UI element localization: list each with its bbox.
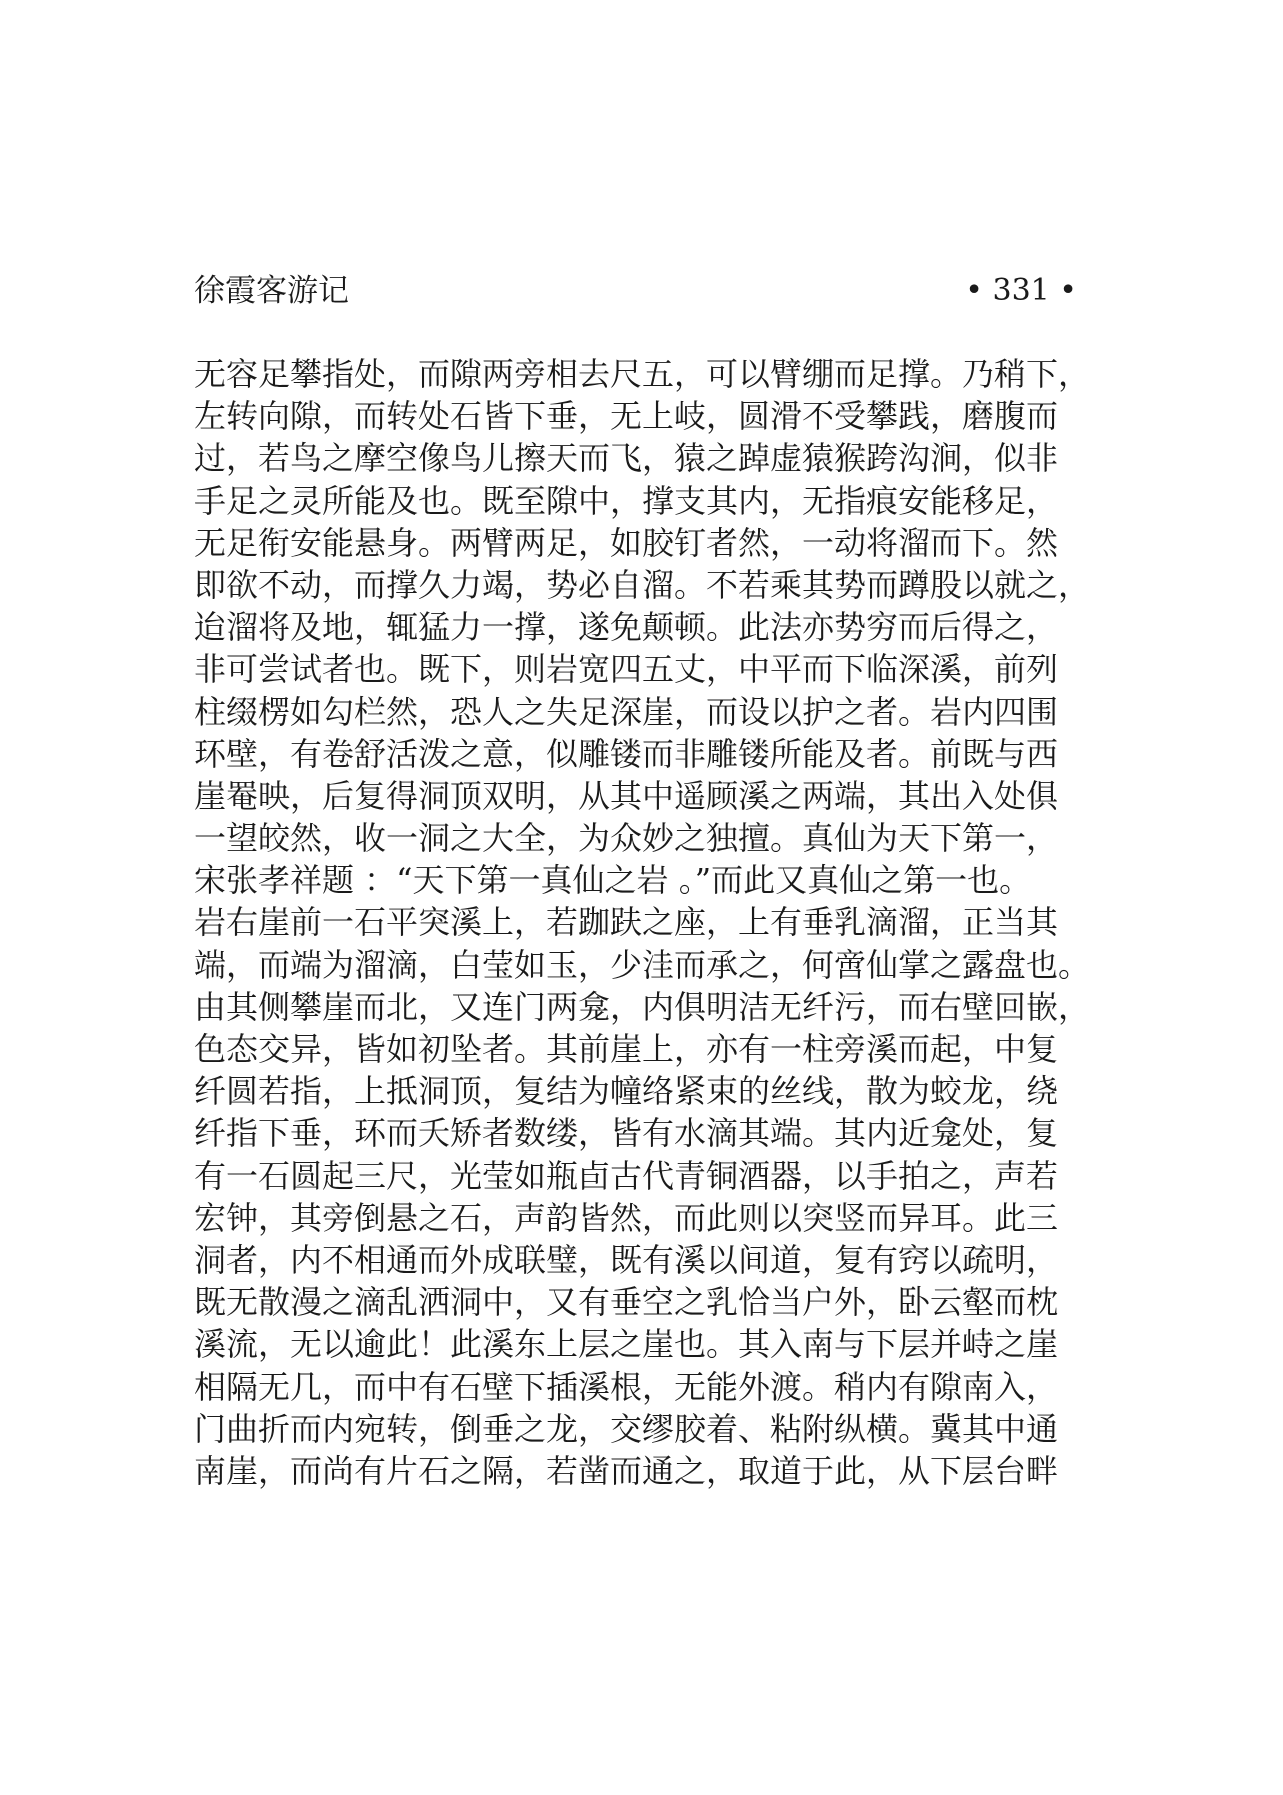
text-line: 迨溜将及地，辄猛力一撑，遂免颠顿。此法亦势穷而后得之， [194, 608, 1059, 647]
text-line: 溪流，无以逾此！此溪东上层之崖也。其入南与下层并峙之崖 [194, 1325, 1059, 1364]
text-line: 无容足攀指处，而隙两旁相去尺五，可以臂绷而足撑。乃稍下， [194, 355, 1091, 393]
text-line: 洞者，内不相通而外成联璧，既有溪以间道，复有窍以疏明， [194, 1240, 1059, 1279]
text-line: 宏钟，其旁倒悬之石，声韵皆然，而此则以突竖而异耳。此三 [194, 1198, 1059, 1237]
text-line: 即欲不动，而撑久力竭，势必自溜。不若乘其势而蹲股以就之， [194, 565, 1091, 604]
running-header [194, 268, 1077, 314]
text-line: 崖罨映，后复得洞顶双明，从其中遥顾溪之两端，其出入处俱 [194, 776, 1059, 815]
text-line: 过，若鸟之摩空像鸟儿擦天而飞，猿之踔虚猿猴跨沟涧，似非 [194, 439, 1059, 478]
page-number: • 331 • [965, 273, 1077, 308]
text-line: 纤圆若指，上抵洞顶，复结为幢络紧束的丝线，散为蛟龙，绕 [194, 1072, 1059, 1111]
text-line: 左转向隙，而转处石皆下垂，无上岐，圆滑不受攀践，磨腹而 [194, 397, 1059, 436]
text-line: 一望皎然，收一洞之大全，为众妙之独擅。真仙为天下第一， [194, 819, 1059, 858]
text-line: 纤指下垂，环而夭矫者数缕，皆有水滴其端。其内近龛处，复 [194, 1114, 1059, 1153]
text-line: 由其侧攀崖而北，又连门两龛，内俱明洁无纤污，而右壁回嵌， [194, 987, 1091, 1026]
text-line: 宋张孝祥题 ：“天下第一真仙之岩 。”而此又真仙之第一也。 [194, 861, 1032, 900]
text-line: 门曲折而内宛转，倒垂之龙，交缪胶着、粘附纵横。冀其中通 [194, 1409, 1059, 1448]
text-line: 岩右崖前一石平突溪上，若跏趺之座，上有垂乳滴溜，正当其 [194, 903, 1059, 942]
book-title: 徐霞客游记 [194, 273, 349, 309]
text-line: 南崖，而尚有片石之隔，若凿而通之，取道于此，从下层台畔 [194, 1451, 1059, 1490]
text-line: 有一石圆起三尺，光莹如瓶卣古代青铜酒器，以手拍之，声若 [194, 1156, 1059, 1195]
text-line: 相隔无几，而中有石壁下插溪根，无能外渡。稍内有隙南入， [194, 1367, 1059, 1406]
body-text [194, 353, 1094, 1492]
text-line: 端，而端为溜滴，白莹如玉，少洼而承之，何啻仙掌之露盘也。 [194, 945, 1091, 984]
text-line: 既无散漫之滴乱洒洞中，又有垂空之乳恰当户外，卧云壑而枕 [194, 1283, 1059, 1322]
text-line: 环壁，有卷舒活泼之意，似雕镂而非雕镂所能及者。前既与西 [194, 734, 1059, 773]
text-line: 色态交异，皆如初坠者。其前崖上，亦有一柱旁溪而起，中复 [194, 1030, 1059, 1068]
text-line: 非可尝试者也。既下，则岩宽四五丈，中平而下临深溪，前列 [194, 650, 1059, 689]
text-line: 柱缀楞如勾栏然，恐人之失足深崖，而设以护之者。岩内四围 [194, 692, 1059, 731]
text-line: 无足衔安能悬身。两臂两足，如胶钉者然，一动将溜而下。然 [194, 523, 1059, 562]
text-line: 手足之灵所能及也。既至隙中，撑支其内，无指痕安能移足， [194, 481, 1059, 520]
